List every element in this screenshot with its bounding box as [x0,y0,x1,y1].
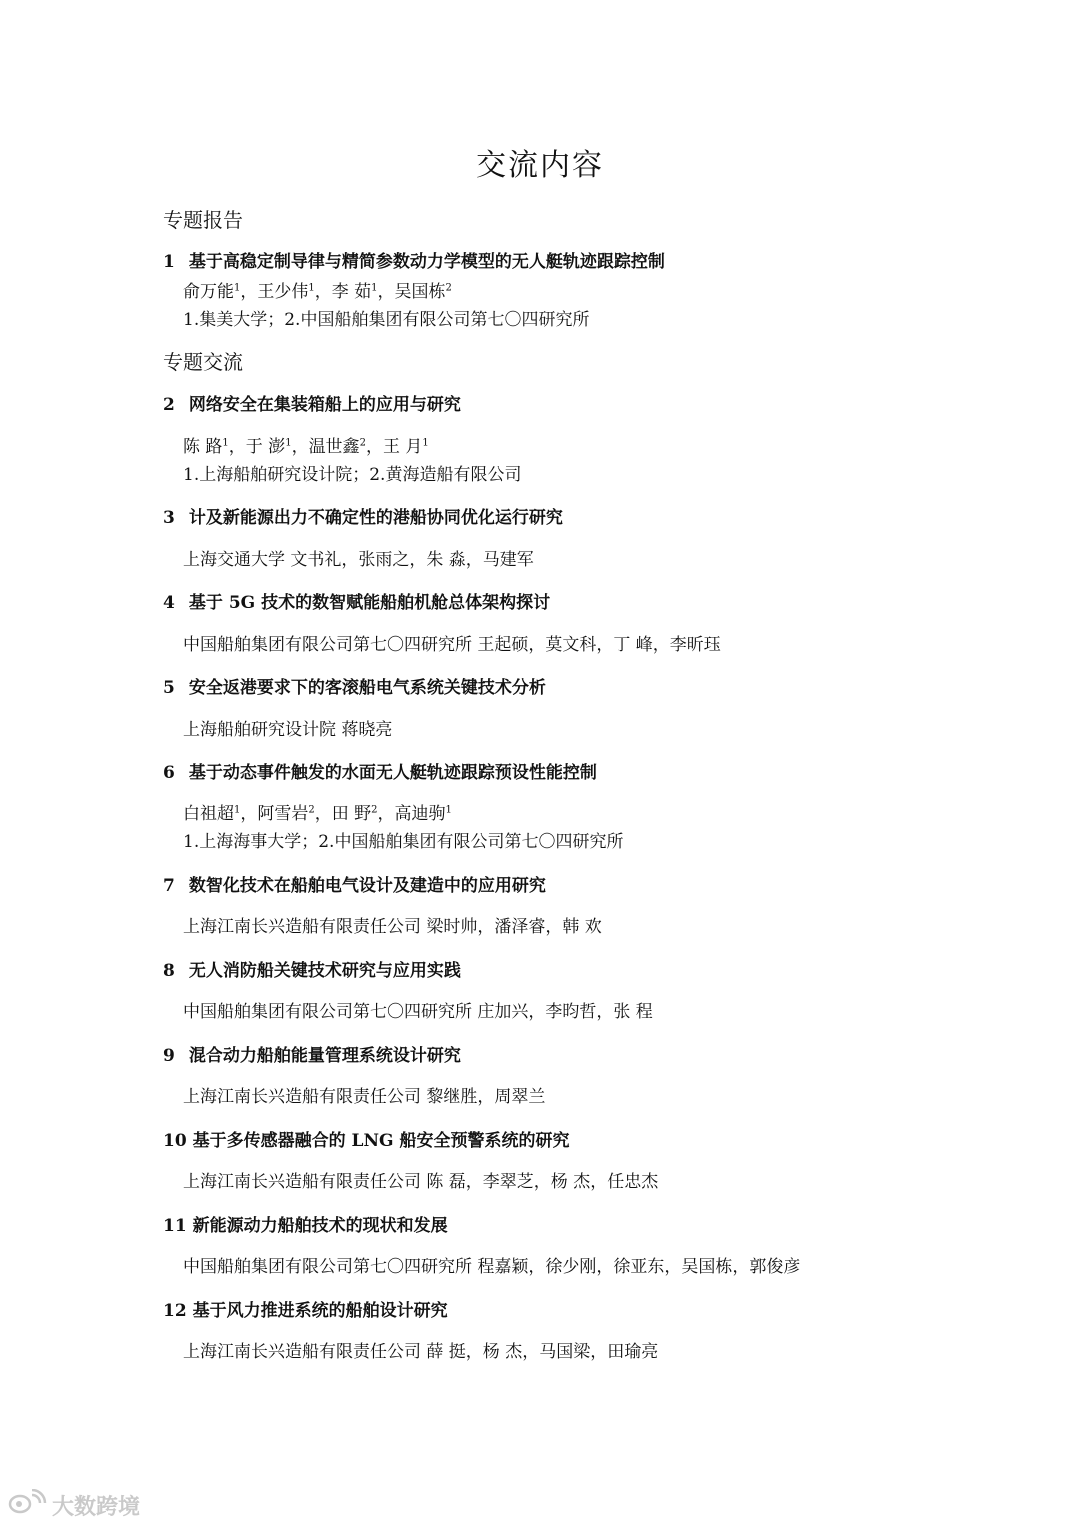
item-8-authors: 中国船舶集团有限公司第七〇四研究所 庄加兴，李昀哲，张 程 [183,1002,653,1022]
item-8-title: 8 无人消防船关键技术研究与应用实践 [163,961,461,981]
item-9-title: 9 混合动力船舶能量管理系统设计研究 [163,1046,461,1066]
item-7-authors: 上海江南长兴造船有限责任公司 梁时帅，潘泽睿，韩 欢 [183,917,602,937]
item-1-affiliation: 1.集美大学；2.中国船舶集团有限公司第七〇四研究所 [183,310,590,330]
item-10-title: 10 基于多传感器融合的 LNG 船安全预警系统的研究 [163,1131,570,1151]
section-heading-report: 专题报告 [163,208,243,232]
item-12-authors: 上海江南长兴造船有限责任公司 薛 挺，杨 杰，马国梁，田瑜亮 [183,1342,659,1362]
watermark-text: 大数跨境 [52,1494,141,1520]
item-5-title: 5 安全返港要求下的客滚船电气系统关键技术分析 [163,678,546,698]
item-5-authors: 上海船舶研究设计院 蒋晓亮 [183,720,393,740]
item-3-authors: 上海交通大学 文书礼，张雨之，朱 淼，马建军 [183,550,534,570]
item-1-authors: 俞万能$^1$，王少伟$^1$，李 茹$^1$，吴国栋$^2$ [183,282,452,302]
item-7-title: 7 数智化技术在船舶电气设计及建造中的应用研究 [163,876,546,896]
item-6-authors: 白祖超$^1$，阿雪岩$^2$，田 野$^2$，高迪驹$^1$ [183,804,452,824]
weibo-icon [8,1489,48,1521]
section-heading-exchange: 专题交流 [163,350,243,374]
item-3-title: 3 计及新能源出力不确定性的港船协同优化运行研究 [163,508,563,528]
item-4-title: 4 基于 5G 技术的数智赋能船舶机舱总体架构探讨 [163,593,551,613]
item-11-authors: 中国船舶集团有限公司第七〇四研究所 程嘉颖，徐少刚，徐亚东，吴国栋，郭俊彦 [183,1257,801,1277]
item-4-authors: 中国船舶集团有限公司第七〇四研究所 王起硕，莫文科，丁 峰，李昕珏 [183,635,721,655]
item-11-title: 11 新能源动力船舶技术的现状和发展 [163,1216,448,1236]
item-6-affiliation: 1.上海海事大学；2.中国船舶集团有限公司第七〇四研究所 [183,832,624,852]
item-2-title: 2 网络安全在集装箱船上的应用与研究 [163,395,461,415]
item-2-affiliation: 1.上海船舶研究设计院；2.黄海造船有限公司 [183,465,522,485]
item-9-authors: 上海江南长兴造船有限责任公司 黎继胜，周翠兰 [183,1087,546,1107]
item-10-authors: 上海江南长兴造船有限责任公司 陈 磊，李翠芝，杨 杰，任忠杰 [183,1172,659,1192]
page-title: 交流内容 [476,148,604,183]
watermark [8,1490,140,1520]
item-6-title: 6 基于动态事件触发的水面无人艇轨迹跟踪预设性能控制 [163,763,597,783]
item-1-title: 1 基于高稳定制导律与精简参数动力学模型的无人艇轨迹跟踪控制 [163,252,665,272]
item-2-authors: 陈 路$^1$，于 澎$^1$，温世鑫$^2$，王 月$^1$ [183,437,429,457]
item-12-title: 12 基于风力推进系统的船舶设计研究 [163,1301,448,1321]
